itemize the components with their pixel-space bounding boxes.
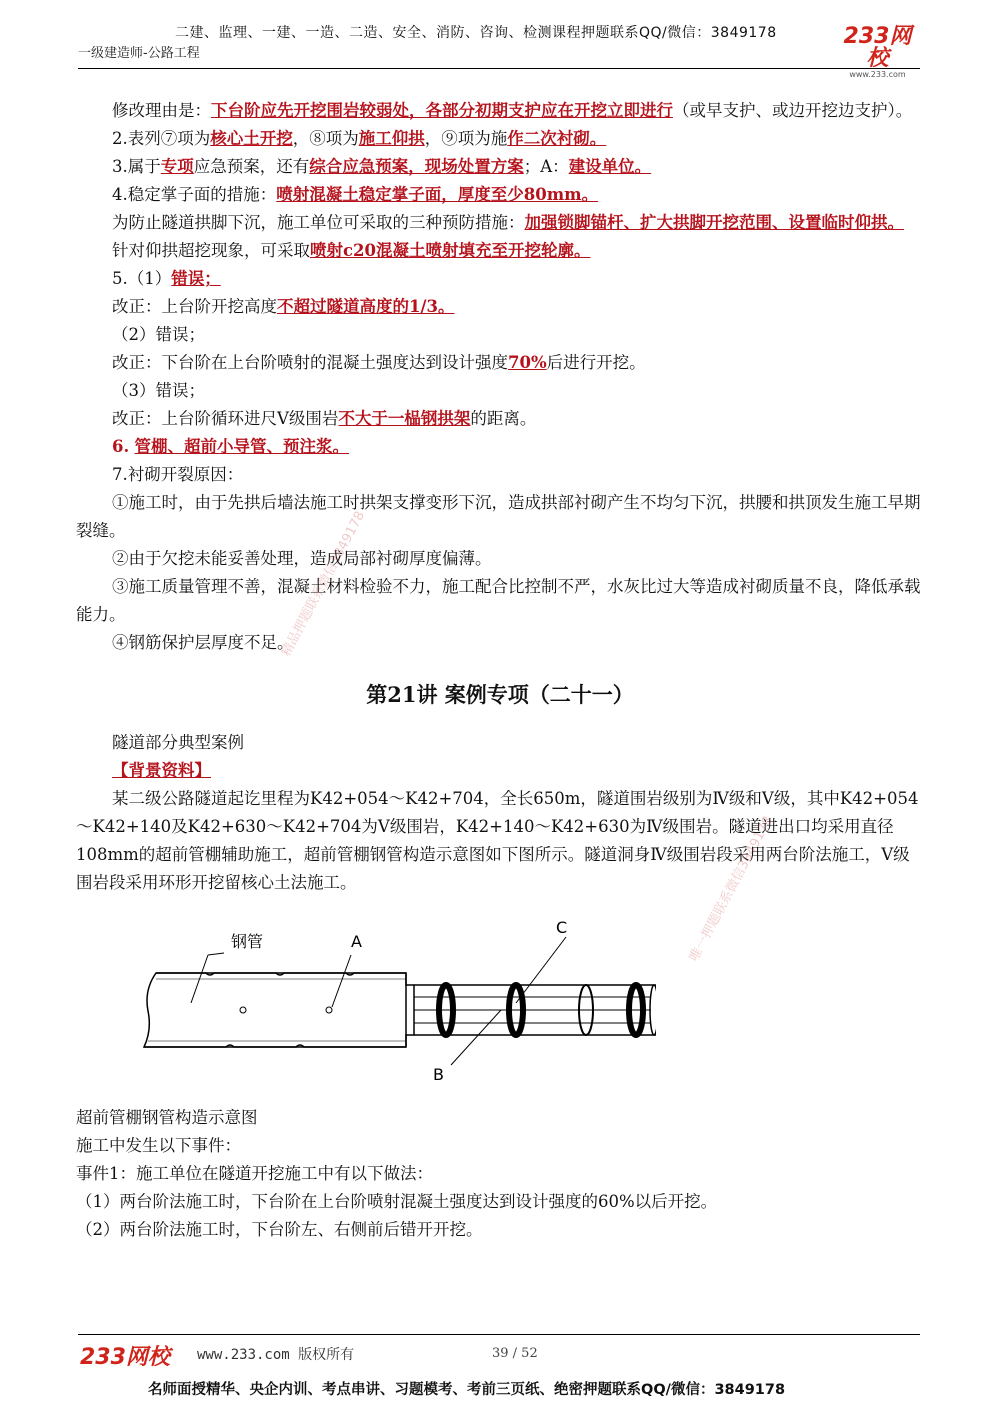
leader-c [516,937,566,1003]
pipe-diagram [96,915,656,1085]
events-intro: 施工中发生以下事件： [76,1136,241,1155]
answer-p14: 7.衬砌开裂原因： [112,465,244,484]
answer-p8: 改正：上台阶开挖高度不超过隧道高度的1/3。 [112,297,455,316]
event-1: 事件1：施工单位在隧道开挖施工中有以下做法： [76,1164,433,1183]
footer-site: www.233.com 版权所有 [197,1347,355,1363]
header-promo: 二建、监理、一建、一造、二造、安全、消防、咨询、检测课程押题联系QQ/微信：3849178 [175,25,777,41]
label-b: B [433,1065,444,1084]
answer-p15: ①施工时，由于先拱后墙法施工时拱架支撑变形下沉，造成拱部衬砌产生不均匀下沉，拱腰和拱顶发生施工早期裂缝。 [76,493,921,540]
header-subtitle: 一级建造师-公路工程 [78,46,200,61]
footer-promo: 名师面授精华、央企内训、考点串讲、习题模考、考前三页纸、绝密押题联系QQ/微信：3849178 [148,1382,786,1398]
footer-divider [78,1334,920,1335]
logo-url: www.233.com [849,70,906,79]
answer-p13: 6. 管棚、超前小导管、预注浆。 [112,437,349,456]
logo-text: 233网校 [843,24,912,71]
event-1-item-1: （1）两台阶法施工时，下台阶在上台阶喷射混凝土强度达到设计强度的60%以后开挖。 [76,1192,718,1211]
section-title: 隧道部分典型案例 [112,733,244,752]
watermark-1: 精品押题联系微信3849178 [278,509,369,659]
page-number: 39 / 52 [492,1346,538,1361]
watermark-2: 唯一押题联系微信3849178 [686,814,777,964]
pipe-joint [406,973,414,1047]
answer-p17: ③施工质量管理不善，混凝土材料检验不力，施工配合比控制不严，水灰比过大等造成衬砌质量不良，降低承载能力。 [76,577,921,624]
pipe-body-left [144,973,406,1047]
label-a: A [351,932,362,951]
brand-logo [835,26,920,79]
answer-p1: 修改理由是：下台阶应先开挖围岩较弱处，各部分初期支护应在开挖立即进行（或早支护、或边开挖边支护）。 [112,101,913,120]
answer-p16: ②由于欠挖未能妥善处理，造成局部衬砌厚度偏薄。 [112,549,492,568]
answer-p18: ④钢筋保护层厚度不足。 [112,633,294,652]
label-c: C [556,918,568,937]
answer-p12: 改正：上台阶循环进尺Ⅴ级围岩不大于一榀钢拱架的距离。 [112,409,537,428]
diagram-caption: 超前管棚钢管构造示意图 [76,1108,258,1127]
background-text: 某二级公路隧道起讫里程为K42+054～K42+704，全长650m，隧道围岩级别为Ⅳ级和Ⅴ级，其中K42+054～K42+140及K42+630～K42+704为Ⅴ级围岩，K42+140～K42+630为Ⅳ级围岩。隧道进出口均采用直径108mm的超前管棚辅助施工，超前管棚钢管构造示意图如下图所示。隧道洞身Ⅳ级围岩段采用两台阶法施工，Ⅴ级围岩段采用环形开挖留核心土法施工。 [76,789,919,892]
grout-hole-1 [240,1007,246,1013]
answer-p7: 5.（1）错误； [112,269,221,288]
leader-b [451,1010,501,1065]
answer-p11: （3）错误； [112,381,205,400]
grout-hole-2 [326,1007,332,1013]
answer-p5: 为防止隧道拱脚下沉，施工单位可采取的三种预防措施：加强锁脚锚杆、扩大拱脚开挖范围、设置临时仰拱。 [112,213,904,232]
page-content [76,97,924,1244]
event-1-item-2: （2）两台阶法施工时，下台阶左、右侧前后错开开挖。 [76,1220,483,1239]
footer-logo: 233网校 [80,1345,170,1370]
answer-p6: 针对仰拱超挖现象，可采取喷射c20混凝土喷射填充至开挖轮廓。 [112,241,591,260]
answer-p4: 4.稳定掌子面的措施：喷射混凝土稳定掌子面，厚度至少80mm。 [112,185,599,204]
background-label: 【背景资料】 [112,761,211,780]
header-divider [78,68,920,69]
label-pipe: 钢管 [231,932,264,951]
answer-p3: 3.属于专项应急预案，还有综合应急预案，现场处置方案；A：建设单位。 [112,157,652,176]
leader-pipe [208,953,224,955]
answer-p9: （2）错误； [112,325,205,344]
answer-p10: 改正：下台阶在上台阶喷射的混凝土强度达到设计强度70%后进行开挖。 [112,353,646,372]
answer-p2: 2.表列⑦项为核心土开挖，⑧项为施工仰拱，⑨项为施作二次衬砌。 [112,129,607,148]
lecture-title: 第21讲 案例专项（二十一） [366,682,634,707]
